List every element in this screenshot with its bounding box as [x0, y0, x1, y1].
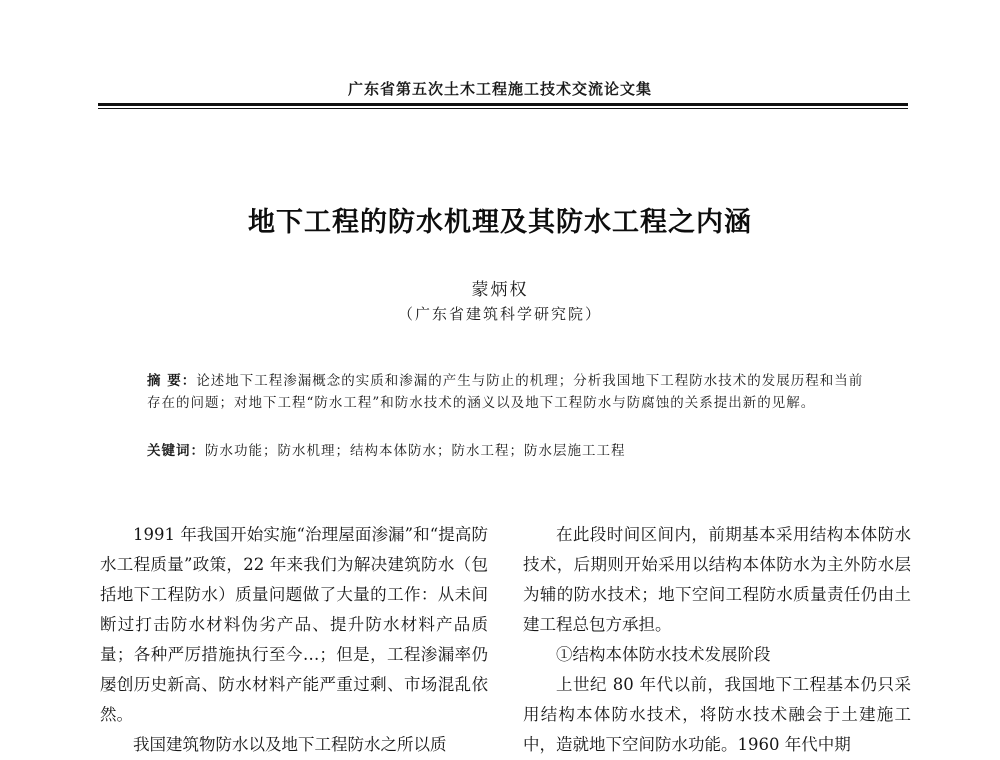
paper-title: 地下工程的防水机理及其防水工程之内涵 [248, 207, 752, 238]
abstract-label: 摘 要： [147, 373, 197, 389]
header-rule-thin [98, 108, 908, 109]
body-paragraph: 1991 年我国开始实施“治理屋面渗漏”和“提高防水工程质量”政策，22 年来我们为解决建筑防水（包括地下工程防水）质量问题做了大量的工作：从未间断过打击防水材料伪劣产品、提升防水材料产品质量；各种严厉措施执行至今…；但是，工程渗漏率仍屡创历史新高、防水材料产能严重过剩、市场混乱依然。 [100, 525, 488, 724]
body-paragraph: 我国建筑物防水以及地下工程防水之所以质 [133, 735, 447, 754]
body-column-right [523, 520, 911, 760]
author-affiliation: （广东省建筑科学研究院） [397, 305, 602, 323]
keywords [147, 440, 867, 462]
section-heading: ①结构本体防水技术发展阶段 [556, 645, 771, 664]
header-rule-thick [98, 103, 908, 106]
body-paragraph: 上世纪 80 年代以前，我国地下工程基本仍只采用结构本体防水技术，将防水技术融会于土建施工中，造就地下空间防水功能。1960 年代中期 [523, 675, 911, 754]
running-header: 广东省第五次土木工程施工技术交流论文集 [347, 80, 652, 98]
abstract-text: 论述地下工程渗漏概念的实质和渗漏的产生与防止的机理；分析我国地下工程防水技术的发展历程和当前存在的问题；对地下工程“防水工程”和防水技术的涵义以及地下工程防水与防腐蚀的关系提出新的见解。 [147, 373, 864, 411]
keywords-label: 关键词： [147, 443, 205, 459]
body-column-left [100, 520, 488, 760]
author-name: 蒙炳权 [471, 280, 529, 300]
abstract [147, 370, 867, 414]
keywords-text: 防水功能；防水机理；结构本体防水；防水工程；防水层施工工程 [205, 443, 626, 459]
body-paragraph: 在此段时间区间内，前期基本采用结构本体防水技术，后期则开始采用以结构本体防水为主外防水层为辅的防水技术；地下空间工程防水质量责任仍由土建工程总包方承担。 [523, 525, 911, 634]
